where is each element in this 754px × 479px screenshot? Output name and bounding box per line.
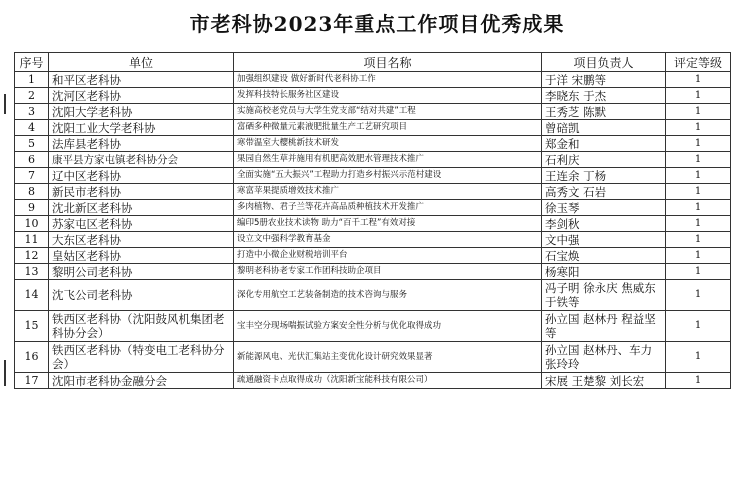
results-table [14, 52, 731, 389]
cell-grade: 1 [666, 136, 731, 152]
cell-grade: 1 [666, 200, 731, 216]
cell-seq: 1 [15, 72, 49, 88]
cell-leader: 高秀文 石岩 [542, 184, 666, 200]
table-row [15, 200, 731, 216]
cell-unit: 苏家屯区老科协 [49, 216, 234, 232]
cell-leader: 王连余 丁杨 [542, 168, 666, 184]
cell-grade: 1 [666, 152, 731, 168]
cell-leader: 李剑秋 [542, 216, 666, 232]
cell-unit: 黎明公司老科协 [49, 264, 234, 280]
table-row [15, 184, 731, 200]
table-row [15, 72, 731, 88]
table-row [15, 342, 731, 373]
cell-seq: 6 [15, 152, 49, 168]
header-leader: 项目负责人 [542, 53, 666, 72]
table-row [15, 232, 731, 248]
cell-project: 实施高校老党员与大学生党支部“结对共建”工程 [234, 104, 542, 120]
cell-grade: 1 [666, 104, 731, 120]
cell-project: 编印5册农业技术读物 助力“百千工程”有效对接 [234, 216, 542, 232]
cell-grade: 1 [666, 280, 731, 311]
scan-edge-mark-bottom [4, 360, 6, 386]
table-row [15, 168, 731, 184]
cell-project: 打造中小微企业财税培训平台 [234, 248, 542, 264]
cell-leader: 孙立国 赵林丹、车力 张玲玲 [542, 342, 666, 373]
cell-unit: 康平县方家屯镇老科协分会 [49, 152, 234, 168]
cell-project: 全面实施“五大振兴”工程助力打造乡村振兴示范村建设 [234, 168, 542, 184]
cell-grade: 1 [666, 184, 731, 200]
cell-unit: 沈阳市老科协金融分会 [49, 373, 234, 389]
table-row [15, 373, 731, 389]
cell-project: 新能源风电、光伏汇集站主变优化设计研究效果显著 [234, 342, 542, 373]
cell-leader: 石利庆 [542, 152, 666, 168]
cell-seq: 16 [15, 342, 49, 373]
cell-project: 多肉植物、君子兰等花卉高品质种植技术开发推广 [234, 200, 542, 216]
cell-grade: 1 [666, 168, 731, 184]
cell-leader: 于洋 宋鹏等 [542, 72, 666, 88]
cell-grade: 1 [666, 216, 731, 232]
cell-project: 发挥科技特长服务社区建设 [234, 88, 542, 104]
cell-unit: 沈北新区老科协 [49, 200, 234, 216]
cell-unit: 沈飞公司老科协 [49, 280, 234, 311]
header-grade: 评定等级 [666, 53, 731, 72]
cell-unit: 沈河区老科协 [49, 88, 234, 104]
cell-leader: 石宝焕 [542, 248, 666, 264]
cell-grade: 1 [666, 264, 731, 280]
cell-project: 设立文中强科学教育基金 [234, 232, 542, 248]
cell-seq: 12 [15, 248, 49, 264]
cell-leader: 冯子明 徐永庆 焦威东 于铁等 [542, 280, 666, 311]
cell-grade: 1 [666, 342, 731, 373]
cell-unit: 法库县老科协 [49, 136, 234, 152]
cell-seq: 11 [15, 232, 49, 248]
cell-leader: 曾碚凯 [542, 120, 666, 136]
cell-grade: 1 [666, 88, 731, 104]
cell-leader: 李晓东 于杰 [542, 88, 666, 104]
cell-seq: 7 [15, 168, 49, 184]
cell-unit: 铁西区老科协（沈阳鼓风机集团老科协分会） [49, 311, 234, 342]
cell-project: 疏通融资卡点取得成功（沈阳新宝能科技有限公司） [234, 373, 542, 389]
header-project: 项目名称 [234, 53, 542, 72]
cell-seq: 17 [15, 373, 49, 389]
cell-seq: 5 [15, 136, 49, 152]
page-title: 市老科协2023年重点工作项目优秀成果 [189, 12, 565, 36]
cell-seq: 14 [15, 280, 49, 311]
cell-grade: 1 [666, 311, 731, 342]
cell-unit: 沈阳工业大学老科协 [49, 120, 234, 136]
cell-grade: 1 [666, 232, 731, 248]
cell-seq: 9 [15, 200, 49, 216]
scan-edge-mark-top [4, 94, 6, 114]
cell-leader: 郑金和 [542, 136, 666, 152]
cell-project: 寒富苹果提质增效技术推广 [234, 184, 542, 200]
header-unit: 单位 [49, 53, 234, 72]
cell-unit: 大东区老科协 [49, 232, 234, 248]
cell-grade: 1 [666, 373, 731, 389]
table-row [15, 152, 731, 168]
cell-leader: 孙立国 赵林丹 程益坚等 [542, 311, 666, 342]
table-row [15, 248, 731, 264]
cell-unit: 新民市老科协 [49, 184, 234, 200]
cell-seq: 4 [15, 120, 49, 136]
cell-project: 黎明老科协老专家工作团科技助企项目 [234, 264, 542, 280]
cell-project: 富硒多种微量元素液肥批量生产工艺研究项目 [234, 120, 542, 136]
cell-project: 深化专用航空工艺装备制造的技术咨询与服务 [234, 280, 542, 311]
cell-project: 寒带温室大樱桃新技术研发 [234, 136, 542, 152]
table-row [15, 216, 731, 232]
header-seq: 序号 [15, 53, 49, 72]
cell-unit: 辽中区老科协 [49, 168, 234, 184]
cell-leader: 徐玉琴 [542, 200, 666, 216]
cell-project: 果园自然生草并施用有机肥高效肥水管理技术推广 [234, 152, 542, 168]
cell-seq: 8 [15, 184, 49, 200]
table-row [15, 280, 731, 311]
cell-leader: 文中强 [542, 232, 666, 248]
table-row [15, 311, 731, 342]
cell-unit: 和平区老科协 [49, 72, 234, 88]
cell-leader: 王秀芝 陈默 [542, 104, 666, 120]
cell-grade: 1 [666, 248, 731, 264]
cell-seq: 3 [15, 104, 49, 120]
cell-project: 宝丰空分现场喘振试验方案安全性分析与优化取得成功 [234, 311, 542, 342]
cell-project: 加强组织建设 做好新时代老科协工作 [234, 72, 542, 88]
cell-seq: 15 [15, 311, 49, 342]
cell-unit: 皇姑区老科协 [49, 248, 234, 264]
table-row [15, 120, 731, 136]
cell-leader: 杨寒阳 [542, 264, 666, 280]
cell-unit: 铁西区老科协（特变电工老科协分会） [49, 342, 234, 373]
table-row [15, 264, 731, 280]
table-row [15, 88, 731, 104]
cell-grade: 1 [666, 72, 731, 88]
table-header-row [15, 53, 731, 72]
table-row [15, 136, 731, 152]
table-row [15, 104, 731, 120]
cell-seq: 13 [15, 264, 49, 280]
cell-leader: 宋展 王楚黎 刘长宏 [542, 373, 666, 389]
cell-seq: 10 [15, 216, 49, 232]
cell-seq: 2 [15, 88, 49, 104]
cell-grade: 1 [666, 120, 731, 136]
cell-unit: 沈阳大学老科协 [49, 104, 234, 120]
